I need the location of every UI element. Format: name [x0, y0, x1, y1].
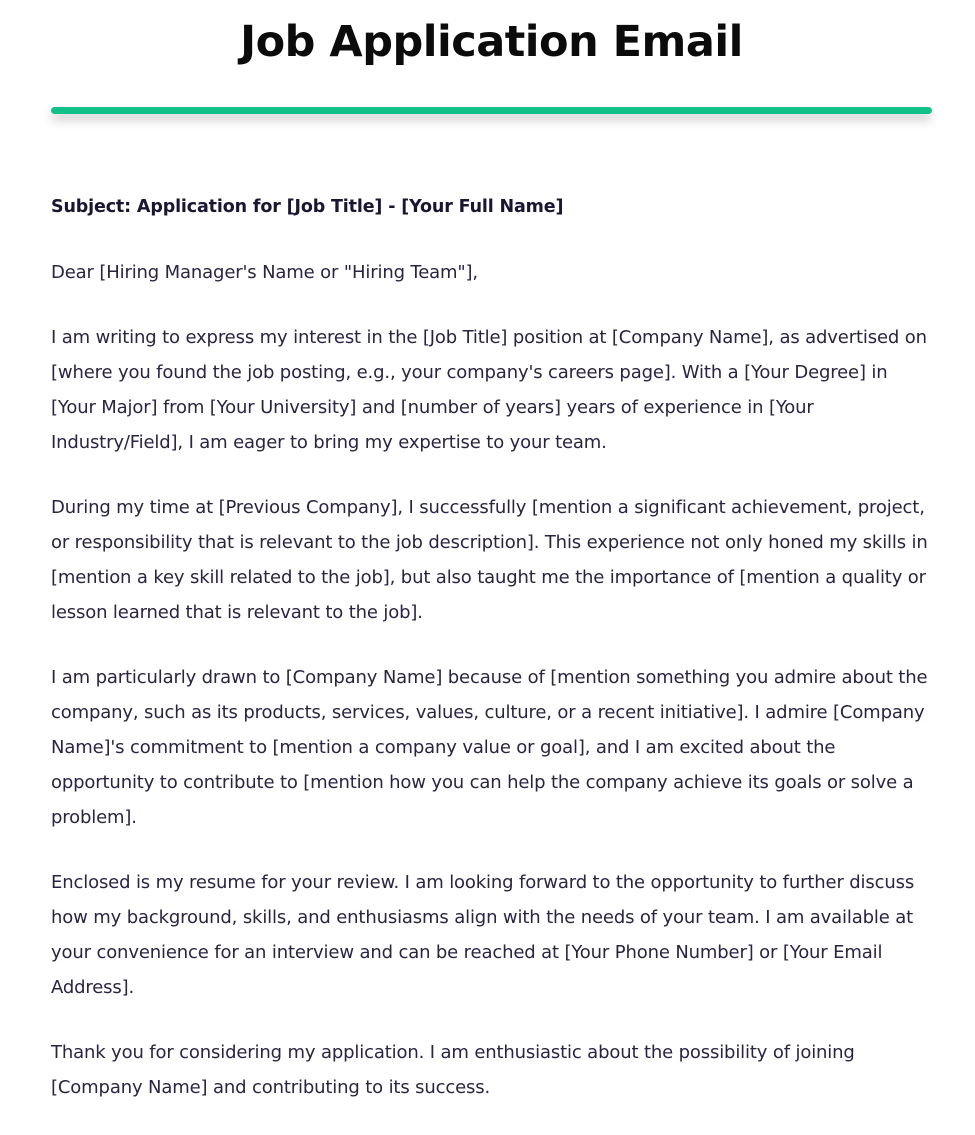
- email-greeting: Dear [Hiring Manager's Name or "Hiring Team"],: [51, 262, 478, 283]
- email-paragraph-closing: Thank you for considering my application. I am enthusiastic about the possibility of joining [Company Name] and contributing to its success.: [51, 1042, 855, 1098]
- title-underline: [51, 107, 932, 114]
- email-subject: Subject: Application for [Job Title] - [Your Full Name]: [51, 197, 564, 217]
- email-paragraph-experience: During my time at [Previous Company], I successfully [mention a significant achievement, project, or responsibility that is relevant to the job description]. This experience not only honed my skills in [mention a key skill related to the job], but also taught me the importance of [mention a quality or lesson learned that is relevant to the job].: [51, 497, 928, 623]
- page-title: Job Application Email: [240, 17, 743, 67]
- email-paragraph-intro: I am writing to express my interest in the [Job Title] position at [Company Name], as advertised on [where you found the job posting, e.g., your company's careers page]. With a [Your Degree] in [Your Major] from [Your University] and [number of years] years of experience in [Your Industry/Field], I am eager to bring my expertise to your team.: [51, 327, 927, 453]
- email-body: [51, 190, 931, 1135]
- email-paragraph-company: I am particularly drawn to [Company Name] because of [mention something you admire about the company, such as its products, services, values, culture, or a recent initiative]. I admire [Company Name]'s commitment to [mention a company value or goal], and I am excited about the opportunity to contribute to [mention how you can help the company achieve its goals or solve a problem].: [51, 667, 928, 828]
- email-paragraph-enclosure: Enclosed is my resume for your review. I am looking forward to the opportunity to further discuss how my background, skills, and enthusiasms align with the needs of your team. I am available at your convenience for an interview and can be reached at [Your Phone Number] or [Your Email Address].: [51, 872, 915, 998]
